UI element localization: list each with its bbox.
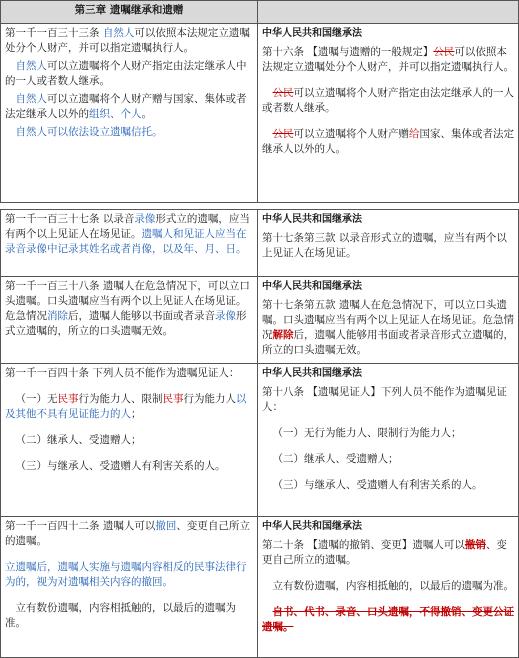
new-law-cell [1,364,258,517]
article-text: 第一千一百三十三条 自然人可以依照本法规定立遗嘱处分个人财产，并可以指定遗嘱执行人。 [5,27,250,54]
article-text: 第一千一百三十七条 以录音录像形式立的遗嘱，应当有两个以上见证人在场见证。遗嘱人和见证人应当在录音录像中记录其姓名或者肖像，以及年、月、日。 [5,213,250,255]
article-text: 自书、代书、录音、口头遗嘱，不得撤销、变更公证遗嘱。 [262,606,514,633]
chapter-title: 第三章 遗嘱继承和遗赠 [1,1,258,24]
article-item: （一）无民事行为能力人、限制民事行为能力人以及其他不具有见证能力的人； [5,393,247,420]
article-item: （三）与继承人、受遗赠人有利害关系的人。 [272,479,483,491]
article-text: 立遗嘱后，遗嘱人实施与遗嘱内容相反的民事法律行为的，视为对遗嘱相关内容的撤回。 [5,561,247,588]
law-name: 中华人民共和国继承法 [262,368,362,379]
article-item: （二）继承人、受遗赠人； [272,453,399,465]
article-text: 自然人可以依法设立遗嘱信托。 [15,126,163,138]
article-text: 第十八条 【遗嘱见证人】下列人员不能作为遗嘱见证人： [262,386,507,413]
article-text: 自然人可以立遗嘱将个人财产指定由法定继承人中的一人或者数人继承。 [5,60,247,87]
new-law-cell [1,210,258,277]
table-row [1,364,519,517]
article-text: 第一千一百三十八条 遗嘱人在危急情况下，可以立口头遗嘱。口头遗嘱应当有两个以上见证人在场见证。危急情况消除后，遗嘱人能够以书面或者录音录像形式立遗嘱的，所立的口头遗嘱无效。 [5,280,250,337]
table-header-row [1,1,519,24]
old-law-cell [258,517,519,658]
article-text: 第一千一百四十二条 遗嘱人可以撤回、变更自己所立的遗嘱。 [5,520,250,547]
article-text: 自然人可以立遗嘱将个人财产赠与国家、集体或者法定继承人以外的组织、个人。 [5,93,247,120]
article-text: 立有数份遗嘱，内容相抵触的，以最后的遗嘱为准。 [5,602,236,629]
old-law-cell [258,364,519,517]
new-law-cell [1,24,258,203]
table-row [1,210,519,277]
article-item: （三）与继承人、受遗赠人有利害关系的人。 [15,460,226,472]
table-row [1,277,519,364]
article-text: 第一千一百四十条 下列人员不能作为遗嘱见证人： [5,367,240,379]
table-row [1,24,519,203]
law-name: 中华人民共和国继承法 [262,214,362,225]
old-law-cell [258,210,519,277]
article-text: 第十七条第三款 以录音形式立的遗嘱，应当有两个以上见证人在场见证。 [262,232,507,259]
new-law-cell [1,277,258,364]
article-item: （二）继承人、受遗赠人； [15,434,142,446]
article-text: 第二十条 【遗嘱的撤销、变更】遗嘱人可以撤销、变更自己所立的遗嘱。 [262,539,507,566]
header-blank [258,1,519,24]
new-law-cell [1,517,258,658]
old-law-cell [258,24,519,203]
law-name: 中华人民共和国继承法 [262,521,362,532]
article-text: 立有数份遗嘱，内容相抵触的，以最后的遗嘱为准。 [272,580,514,592]
article-text: 第十六条 【遗嘱与遗赠的一般规定】公民可以依照本法规定立遗嘱处分个人财产，并可以指定遗嘱执行人。 [262,46,514,73]
article-text: 第十七条第五款 遗嘱人在危急情况下，可以立口头遗嘱。口头遗嘱应当有两个以上见证人在场见证。危急情况解除后，遗嘱人能够用书面或者录音形式立遗嘱的，所立的口头遗嘱无效。 [262,299,514,356]
article-text: 公民可以立遗嘱将个人财产赠给国家、集体或者法定继承人以外的人。 [262,128,514,155]
table-row [1,517,519,658]
law-name: 中华人民共和国继承法 [262,28,362,39]
article-text: 公民可以立遗嘱将个人财产指定由法定继承人的一人或者数人继承。 [262,87,514,114]
old-law-cell [258,277,519,364]
article-item: （一）无行为能力人、限制行为能力人； [272,427,462,439]
law-name: 中华人民共和国继承法 [262,281,362,292]
